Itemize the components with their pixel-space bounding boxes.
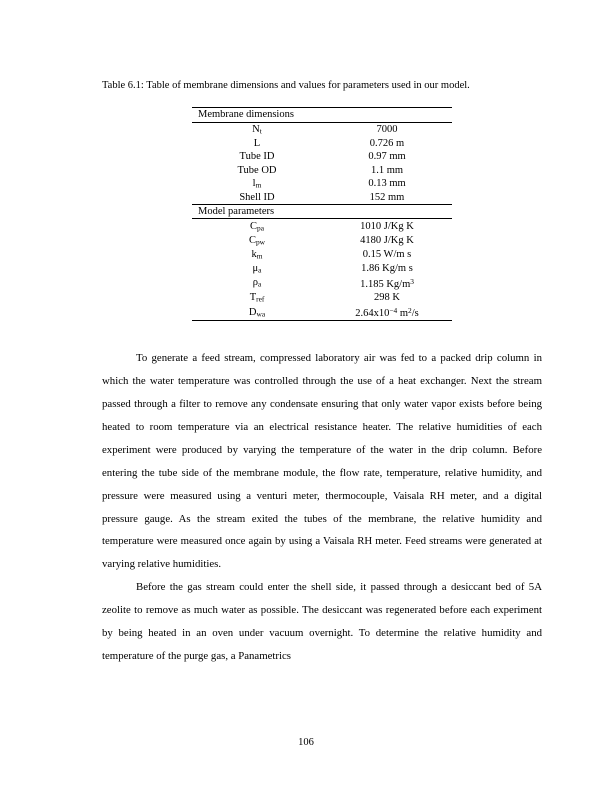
table-section-header-row bbox=[192, 205, 452, 219]
table-cell-label: $k_m$ bbox=[251, 248, 263, 261]
table-section-heading: Membrane dimensions bbox=[192, 108, 452, 122]
table-cell-value: 152 mm bbox=[369, 191, 405, 203]
table-cell-value: 7000 bbox=[322, 122, 452, 137]
table-row bbox=[192, 177, 452, 191]
table-cell-value: 298 K bbox=[374, 292, 400, 304]
table-cell-value: 0.13 mm bbox=[368, 178, 406, 190]
table-body bbox=[192, 108, 452, 321]
table-row bbox=[192, 163, 452, 176]
table-cell-label: $C_{pw}$ bbox=[248, 234, 266, 247]
table-row bbox=[192, 291, 452, 305]
table-cell-label: $C_{pa}$ bbox=[192, 219, 322, 234]
table-row bbox=[192, 219, 452, 234]
table-row bbox=[192, 233, 452, 247]
table-cell-label: Tube OD bbox=[237, 164, 277, 176]
table-cell-value: $2.64x10^{-4}$ $m^2/s$ bbox=[322, 305, 452, 321]
page-number: 106 bbox=[298, 737, 314, 748]
table-section-heading: Model parameters bbox=[192, 205, 452, 219]
table-cell-value: 0.726 m bbox=[369, 137, 405, 149]
paragraph: Before the gas stream could enter the shell side, it passed through a desiccant bed of 5A zeolite to remove as much water as possible. The desiccant was regenerated before each experiment by being heated in an oven under vacuum overnight. To determine the relative humidity and temperature of the purge gas, a Panametrics bbox=[102, 581, 542, 662]
table-cell-value: 0.97 mm bbox=[368, 151, 406, 163]
table-caption: Table 6.1: Table of membrane dimensions and values for parameters used in our model. bbox=[102, 80, 470, 91]
table-cell-value: 1.185 $Kg/m^3$ bbox=[360, 276, 414, 290]
table-cell-value: 1.1 mm bbox=[370, 164, 404, 176]
page-content bbox=[102, 78, 542, 668]
paragraph: To generate a feed stream, compressed laboratory air was fed to a packed drip column in which the water temperature was controlled through the use of a heat exchanger. Next the stream passed through a filter to remove any condensate ensuring that only water vapor exists before being heated to room temperature via an electrical resistance heater. The relative humidities of each experiment were produced by varying the temperature of the water in the drip column. Before entering the tube side of the membrane module, the flow rate, temperature, relative humidity, and pressure were measured using a venturi meter, thermocouple, Vaisala RH meter, and a digital pressure gauge. As the stream exited the tubes of the membrane, the relative humidity and temperature were measured once again by using a Vaisala RH meter. Feed streams were generated at varying relative humidities. bbox=[102, 352, 542, 571]
table-row bbox=[192, 305, 452, 321]
table-row bbox=[192, 191, 452, 205]
table-cell-label: $\rho_a$ bbox=[252, 277, 262, 290]
table-cell-label: L bbox=[253, 137, 261, 149]
table-cell-label: $l_m$ bbox=[252, 177, 262, 190]
table-cell-value: 4180 J/Kg K bbox=[360, 234, 414, 246]
table-cell-label: $D_{wa}$ bbox=[192, 305, 322, 321]
table-cell-value: 1010 J/Kg K bbox=[322, 219, 452, 234]
table-cell-label: $T_{ref}$ bbox=[249, 292, 265, 304]
table-cell-label: Shell ID bbox=[239, 191, 275, 203]
table-cell-value: 1.86 Kg/m s bbox=[361, 262, 413, 274]
table-cell-label: Tube ID bbox=[239, 151, 275, 163]
table-row bbox=[192, 247, 452, 261]
table-cell-label: $N_t$ bbox=[192, 122, 322, 137]
table-section-header-row bbox=[192, 108, 452, 122]
table-row bbox=[192, 261, 452, 275]
table-cell-label: $\mu_a$ bbox=[252, 262, 262, 275]
table-cell-value: 0.15 W/m s bbox=[362, 248, 412, 260]
table-row bbox=[192, 137, 452, 150]
table-row bbox=[192, 150, 452, 163]
parameters-table bbox=[192, 107, 452, 321]
body-text bbox=[102, 347, 542, 667]
table-row bbox=[192, 275, 452, 290]
table-row bbox=[192, 122, 452, 137]
